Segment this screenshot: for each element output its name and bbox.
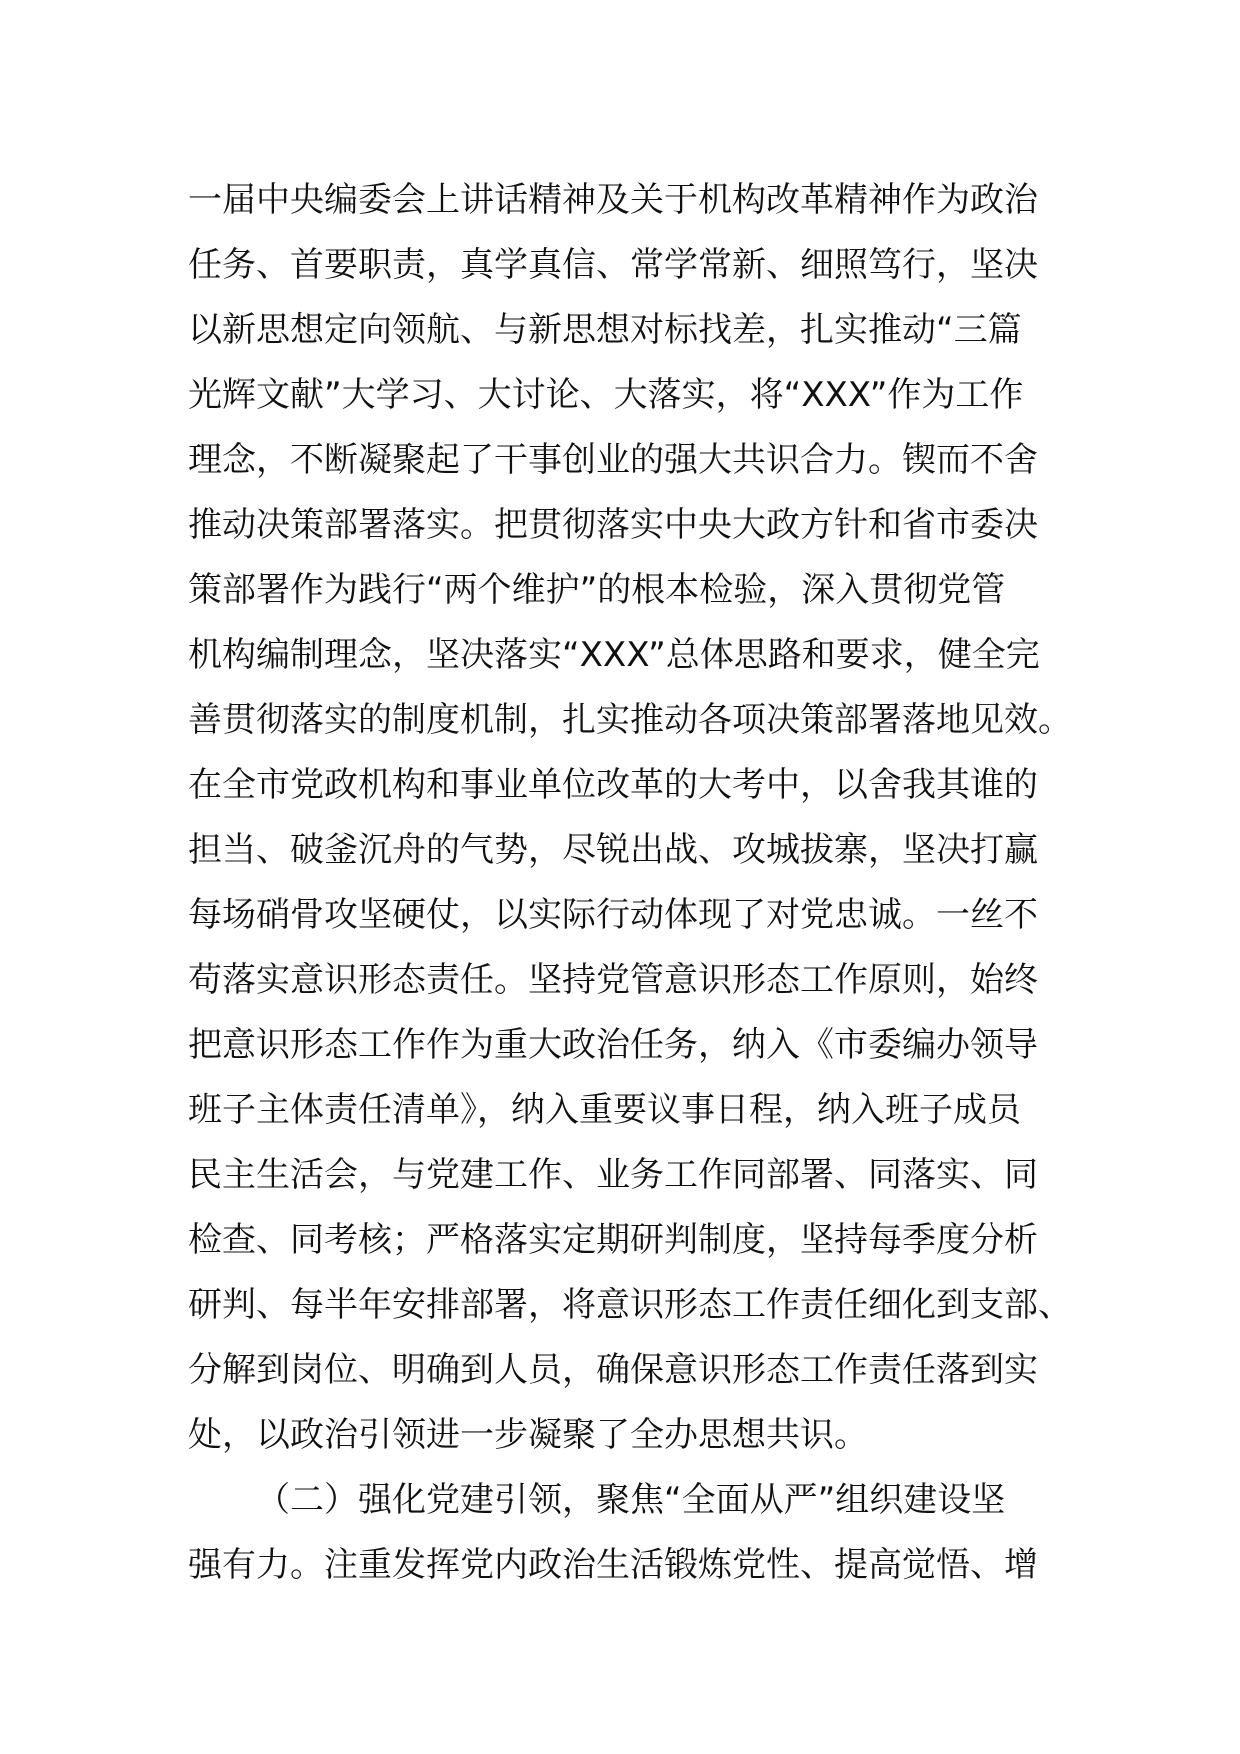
text-line: 处，以政治引领进一步凝聚了全办思想共识。 bbox=[188, 1415, 868, 1455]
text-line: 光辉文献”大学习、大讨论、大落实，将“XXX”作为工作 bbox=[188, 375, 1024, 415]
text-line: 担当、破釜沉舟的气势，尽锐出战、攻城拔寨，坚决打赢 bbox=[188, 830, 1038, 870]
text-line: 每场硝骨攻坚硬仗，以实际行动体现了对党忠诚。一丝不 bbox=[188, 895, 1038, 935]
text-line: 检查、同考核；严格落实定期研判制度，坚持每季度分析 bbox=[188, 1220, 1038, 1260]
text-line: 理念，不断凝聚起了干事创业的强大共识合力。锲而不舍 bbox=[188, 440, 1038, 480]
text-line: 强有力。注重发挥党内政治生活锻炼党性、提高觉悟、增 bbox=[188, 1545, 1038, 1585]
text-line: 善贯彻落实的制度机制，扎实推动各项决策部署落地见效。 bbox=[188, 700, 1072, 740]
text-line: 在全市党政机构和事业单位改革的大考中，以舍我其谁的 bbox=[188, 765, 1038, 805]
text-line: 以新思想定向领航、与新思想对标找差，扎实推动“三篇 bbox=[188, 310, 1022, 350]
text-line: 分解到岗位、明确到人员，确保意识形态工作责任落到实 bbox=[188, 1350, 1038, 1390]
text-line: 研判、每半年安排部署，将意识形态工作责任细化到支部、 bbox=[188, 1285, 1072, 1325]
text-line: 班子主体责任清单》，纳入重要议事日程，纳入班子成员 bbox=[188, 1090, 1021, 1130]
text-line: 一届中央编委会上讲话精神及关于机构改革精神作为政治 bbox=[188, 180, 1038, 220]
text-line: 民主生活会，与党建工作、业务工作同部署、同落实、同 bbox=[188, 1155, 1038, 1195]
text-line: 策部署作为践行“两个维护”的根本检验，深入贯彻党管 bbox=[188, 570, 1006, 610]
text-line: 苟落实意识形态责任。坚持党管意识形态工作原则，始终 bbox=[188, 960, 1038, 1000]
text-line: 任务、首要职责，真学真信、常学常新、细照笃行，坚决 bbox=[188, 245, 1038, 285]
document-body bbox=[188, 168, 1072, 1598]
section-heading-line: （二）强化党建引领，聚焦“全面从严”组织建设坚 bbox=[256, 1480, 1006, 1520]
text-line: 推动决策部署落实。把贯彻落实中央大政方针和省市委决 bbox=[188, 505, 1038, 545]
text-line: 把意识形态工作作为重大政治任务，纳入《市委编办领导 bbox=[188, 1025, 1038, 1065]
text-line: 机构编制理念，坚决落实“XXX”总体思路和要求，健全完 bbox=[188, 635, 1040, 675]
